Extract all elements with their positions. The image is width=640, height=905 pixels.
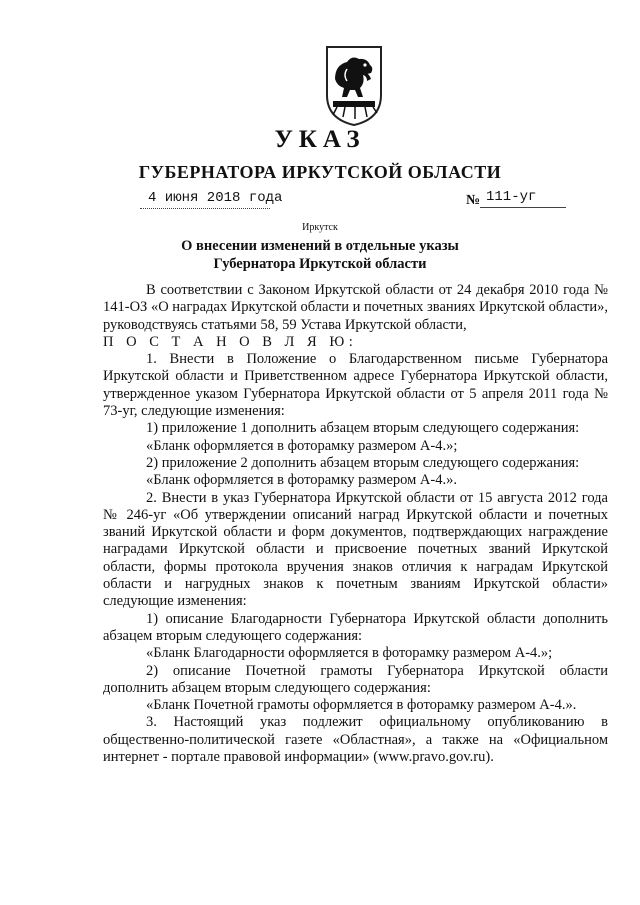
paragraph-item-1-1-text: «Бланк оформляется в фоторамку размером А-4.»;	[146, 437, 458, 454]
paragraph-item-2: 2. Внести в указ Губернатора Иркутской области от 15 августа 2012 года № 246-уг «Об утверждении описаний наград Иркутской области и почетных званий Иркутской области и форм документов, подтверждающих награждение наградами Иркутской области и присвоение почетных званий Иркутской области, формы протокола вручения знаков отличия к наградам Иркутской области и нагрудных знаков к почетным званиям Иркутской области» следующие изменения:	[103, 489, 608, 610]
document-heading-line-2: Губернатора Иркутской области	[213, 256, 427, 272]
paragraph-item-2-2: 2) описание Почетной грамоты Губернатора Иркутской области дополнить абзацем вторым следующего содержания:	[103, 662, 608, 696]
document-body	[103, 282, 608, 766]
document-city: Иркутск	[302, 222, 338, 233]
paragraph-item-3: 3. Настоящий указ подлежит официальному опубликованию в общественно-политической газете «Областная», а также на «Официальном интернет - портале правовой информации» (www.pravo.gov.ru).	[103, 714, 608, 766]
document-heading-line-1: О внесении изменений в отдельные указы	[181, 238, 459, 254]
preamble-paragraph: В соответствии с Законом Иркутской области от 24 декабря 2010 года № 141-ОЗ «О наградах Иркутской области и почетных званиях Иркутской области», руководствуясь статьями 58, 59 Устава Иркутской области,	[103, 282, 608, 333]
paragraph-item-1-1: 1) приложение 1 дополнить абзацем вторым следующего содержания:	[146, 420, 580, 437]
paragraph-item-1-2-text: «Бланк оформляется в фоторамку размером А-4.».	[146, 472, 457, 489]
document-number: 111-уг	[486, 189, 537, 205]
number-label: №	[466, 193, 481, 208]
paragraph-item-2-1-text: «Бланк Благодарности оформляется в фоторамку размером А-4.»;	[146, 645, 553, 662]
paragraph-item-2-2-text: «Бланк Почетной грамоты оформляется в фоторамку размером А-4.».	[146, 697, 577, 714]
document-subtitle: ГУБЕРНАТОРА ИРКУТСКОЙ ОБЛАСТИ	[138, 162, 502, 182]
decree-word: П О С Т А Н О В Л Я Ю:	[103, 333, 358, 350]
paragraph-item-1: 1. Внести в Положение о Благодарственном письме Губернатора Иркутской области и Приветственном адресе Губернатора Иркутской области, утвержденное указом Губернатора Иркутской области от 5 апреля 2011 года № 73-уг, следующие изменения:	[103, 351, 608, 420]
date-underline	[140, 208, 270, 209]
document-title: УКАЗ	[274, 126, 366, 153]
document-date: 4 июня 2018 года	[148, 190, 283, 206]
paragraph-item-2-1: 1) описание Благодарности Губернатора Иркутской области дополнить абзацем вторым следующего содержания:	[103, 610, 608, 644]
paragraph-item-1-2: 2) приложение 2 дополнить абзацем вторым следующего содержания:	[146, 454, 580, 471]
number-underline	[480, 207, 566, 208]
coat-of-arms-emblem	[325, 45, 383, 127]
